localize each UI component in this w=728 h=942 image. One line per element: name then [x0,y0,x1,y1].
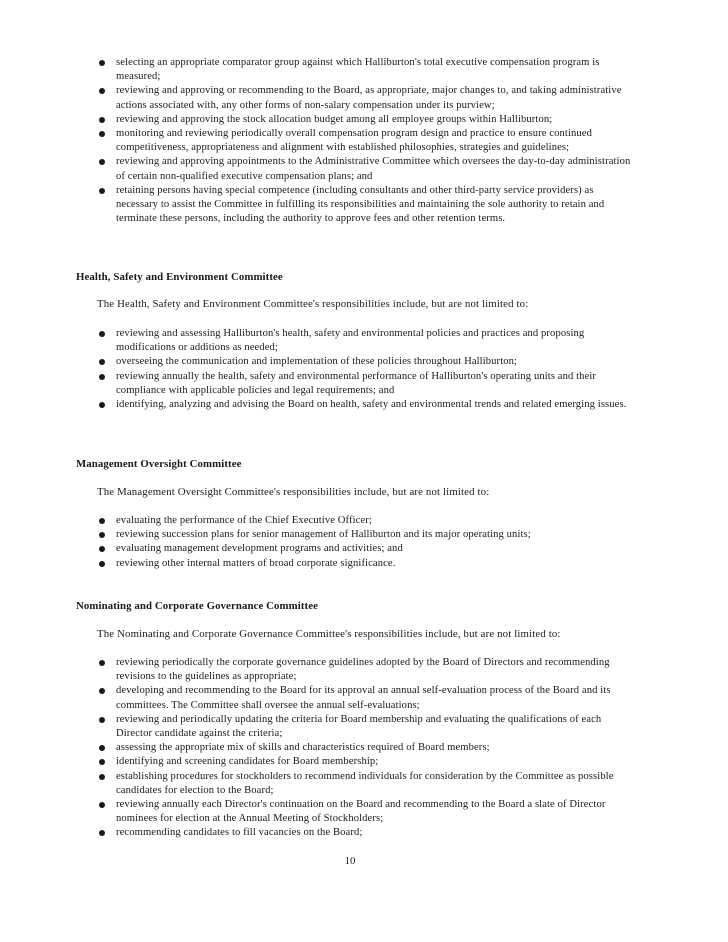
bullet-icon [99,561,105,567]
list-item: identifying and screening candidates for Board membership; [0,755,728,769]
bullet-icon [99,830,105,836]
bullet-icon [99,532,105,538]
section-heading-hse: Health, Safety and Environment Committee [76,271,283,283]
list-item: reviewing periodically the corporate governance guidelines adopted by the Board of Directors and recommending revisions to the guidelines as appropriate; [0,656,728,684]
bullet-icon [99,359,105,365]
list-item: reviewing and assessing Halliburton's health, safety and environmental policies and practices and proposing modifications or additions as needed; [0,327,728,355]
bullet-icon [99,660,105,666]
compensation-bullet-list [0,56,728,226]
bullet-icon [99,117,105,123]
bullet-icon [99,688,105,694]
list-item: reviewing and approving the stock allocation budget among all employee groups within Halliburton; [0,113,728,127]
hse-bullets-block [0,327,728,412]
compensation-bullets-block [0,56,728,226]
list-item: reviewing and approving or recommending to the Board, as appropriate, major changes to, and taking administrative actions associated with, any other forms of non-salary compensation under its purview; [0,84,728,112]
management-oversight-bullet-list [0,514,728,571]
list-item: assessing the appropriate mix of skills and characteristics required of Board members; [0,741,728,755]
list-item: developing and recommending to the Board for its approval an annual self-evaluation process of the Board and its committees. The Committee shall oversee the annual self-evaluations; [0,684,728,712]
section-intro-hse: The Health, Safety and Environment Committee's responsibilities include, but are not limited to: [97,298,529,310]
list-item: monitoring and reviewing periodically overall compensation program design and practice to ensure continued competitiveness, appropriateness and alignment with established philosophies, strategies and guidelines; [0,127,728,155]
section-heading-nominating: Nominating and Corporate Governance Committee [76,600,318,612]
list-item: establishing procedures for stockholders to recommend individuals for consideration by the Committee as possible candidates for election to the Board; [0,770,728,798]
nominating-bullets-block [0,656,728,841]
bullet-icon [99,759,105,765]
section-intro-management-oversight: The Management Oversight Committee's responsibilities include, but are not limited to: [97,486,490,498]
list-item: selecting an appropriate comparator group against which Halliburton's total executive compensation program is measured; [0,56,728,84]
bullet-icon [99,774,105,780]
list-item: reviewing annually the health, safety and environmental performance of Halliburton's operating units and their compliance with applicable policies and legal requirements; and [0,370,728,398]
bullet-icon [99,374,105,380]
list-item: reviewing other internal matters of broad corporate significance. [0,557,728,571]
list-item: retaining persons having special competence (including consultants and other third-party service providers) as necessary to assist the Committee in fulfilling its responsibilities and maintaining the sole authority to retain and terminate these persons, including the authority to approve fees and other retention terms. [0,184,728,227]
list-item: reviewing and approving appointments to the Administrative Committee which oversees the day-to-day administration of certain non-qualified executive compensation plans; and [0,155,728,183]
bullet-icon [99,88,105,94]
section-intro-nominating: The Nominating and Corporate Governance Committee's responsibilities include, but are not limited to: [97,628,561,640]
management-oversight-bullets-block [0,514,728,571]
bullet-icon [99,745,105,751]
bullet-icon [99,60,105,66]
section-heading-management-oversight: Management Oversight Committee [76,458,242,470]
list-item: recommending candidates to fill vacancies on the Board; [0,826,728,840]
nominating-bullet-list [0,656,728,841]
bullet-icon [99,717,105,723]
list-item: reviewing succession plans for senior management of Halliburton and its major operating units; [0,528,728,542]
bullet-icon [99,159,105,165]
list-item: evaluating the performance of the Chief Executive Officer; [0,514,728,528]
list-item: reviewing and periodically updating the criteria for Board membership and evaluating the qualifications of each Director candidate against the criteria; [0,713,728,741]
bullet-icon [99,188,105,194]
hse-bullet-list [0,327,728,412]
bullet-icon [99,131,105,137]
list-item: reviewing annually each Director's continuation on the Board and recommending to the Board a slate of Director nominees for election at the Annual Meeting of Stockholders; [0,798,728,826]
bullet-icon [99,402,105,408]
list-item: evaluating management development programs and activities; and [0,542,728,556]
list-item: overseeing the communication and implementation of these policies throughout Halliburton; [0,355,728,369]
bullet-icon [99,802,105,808]
bullet-icon [99,331,105,337]
bullet-icon [99,518,105,524]
bullet-icon [99,546,105,552]
list-item: identifying, analyzing and advising the Board on health, safety and environmental trends and related emerging issues. [0,398,728,412]
page-number: 10 [344,855,356,867]
